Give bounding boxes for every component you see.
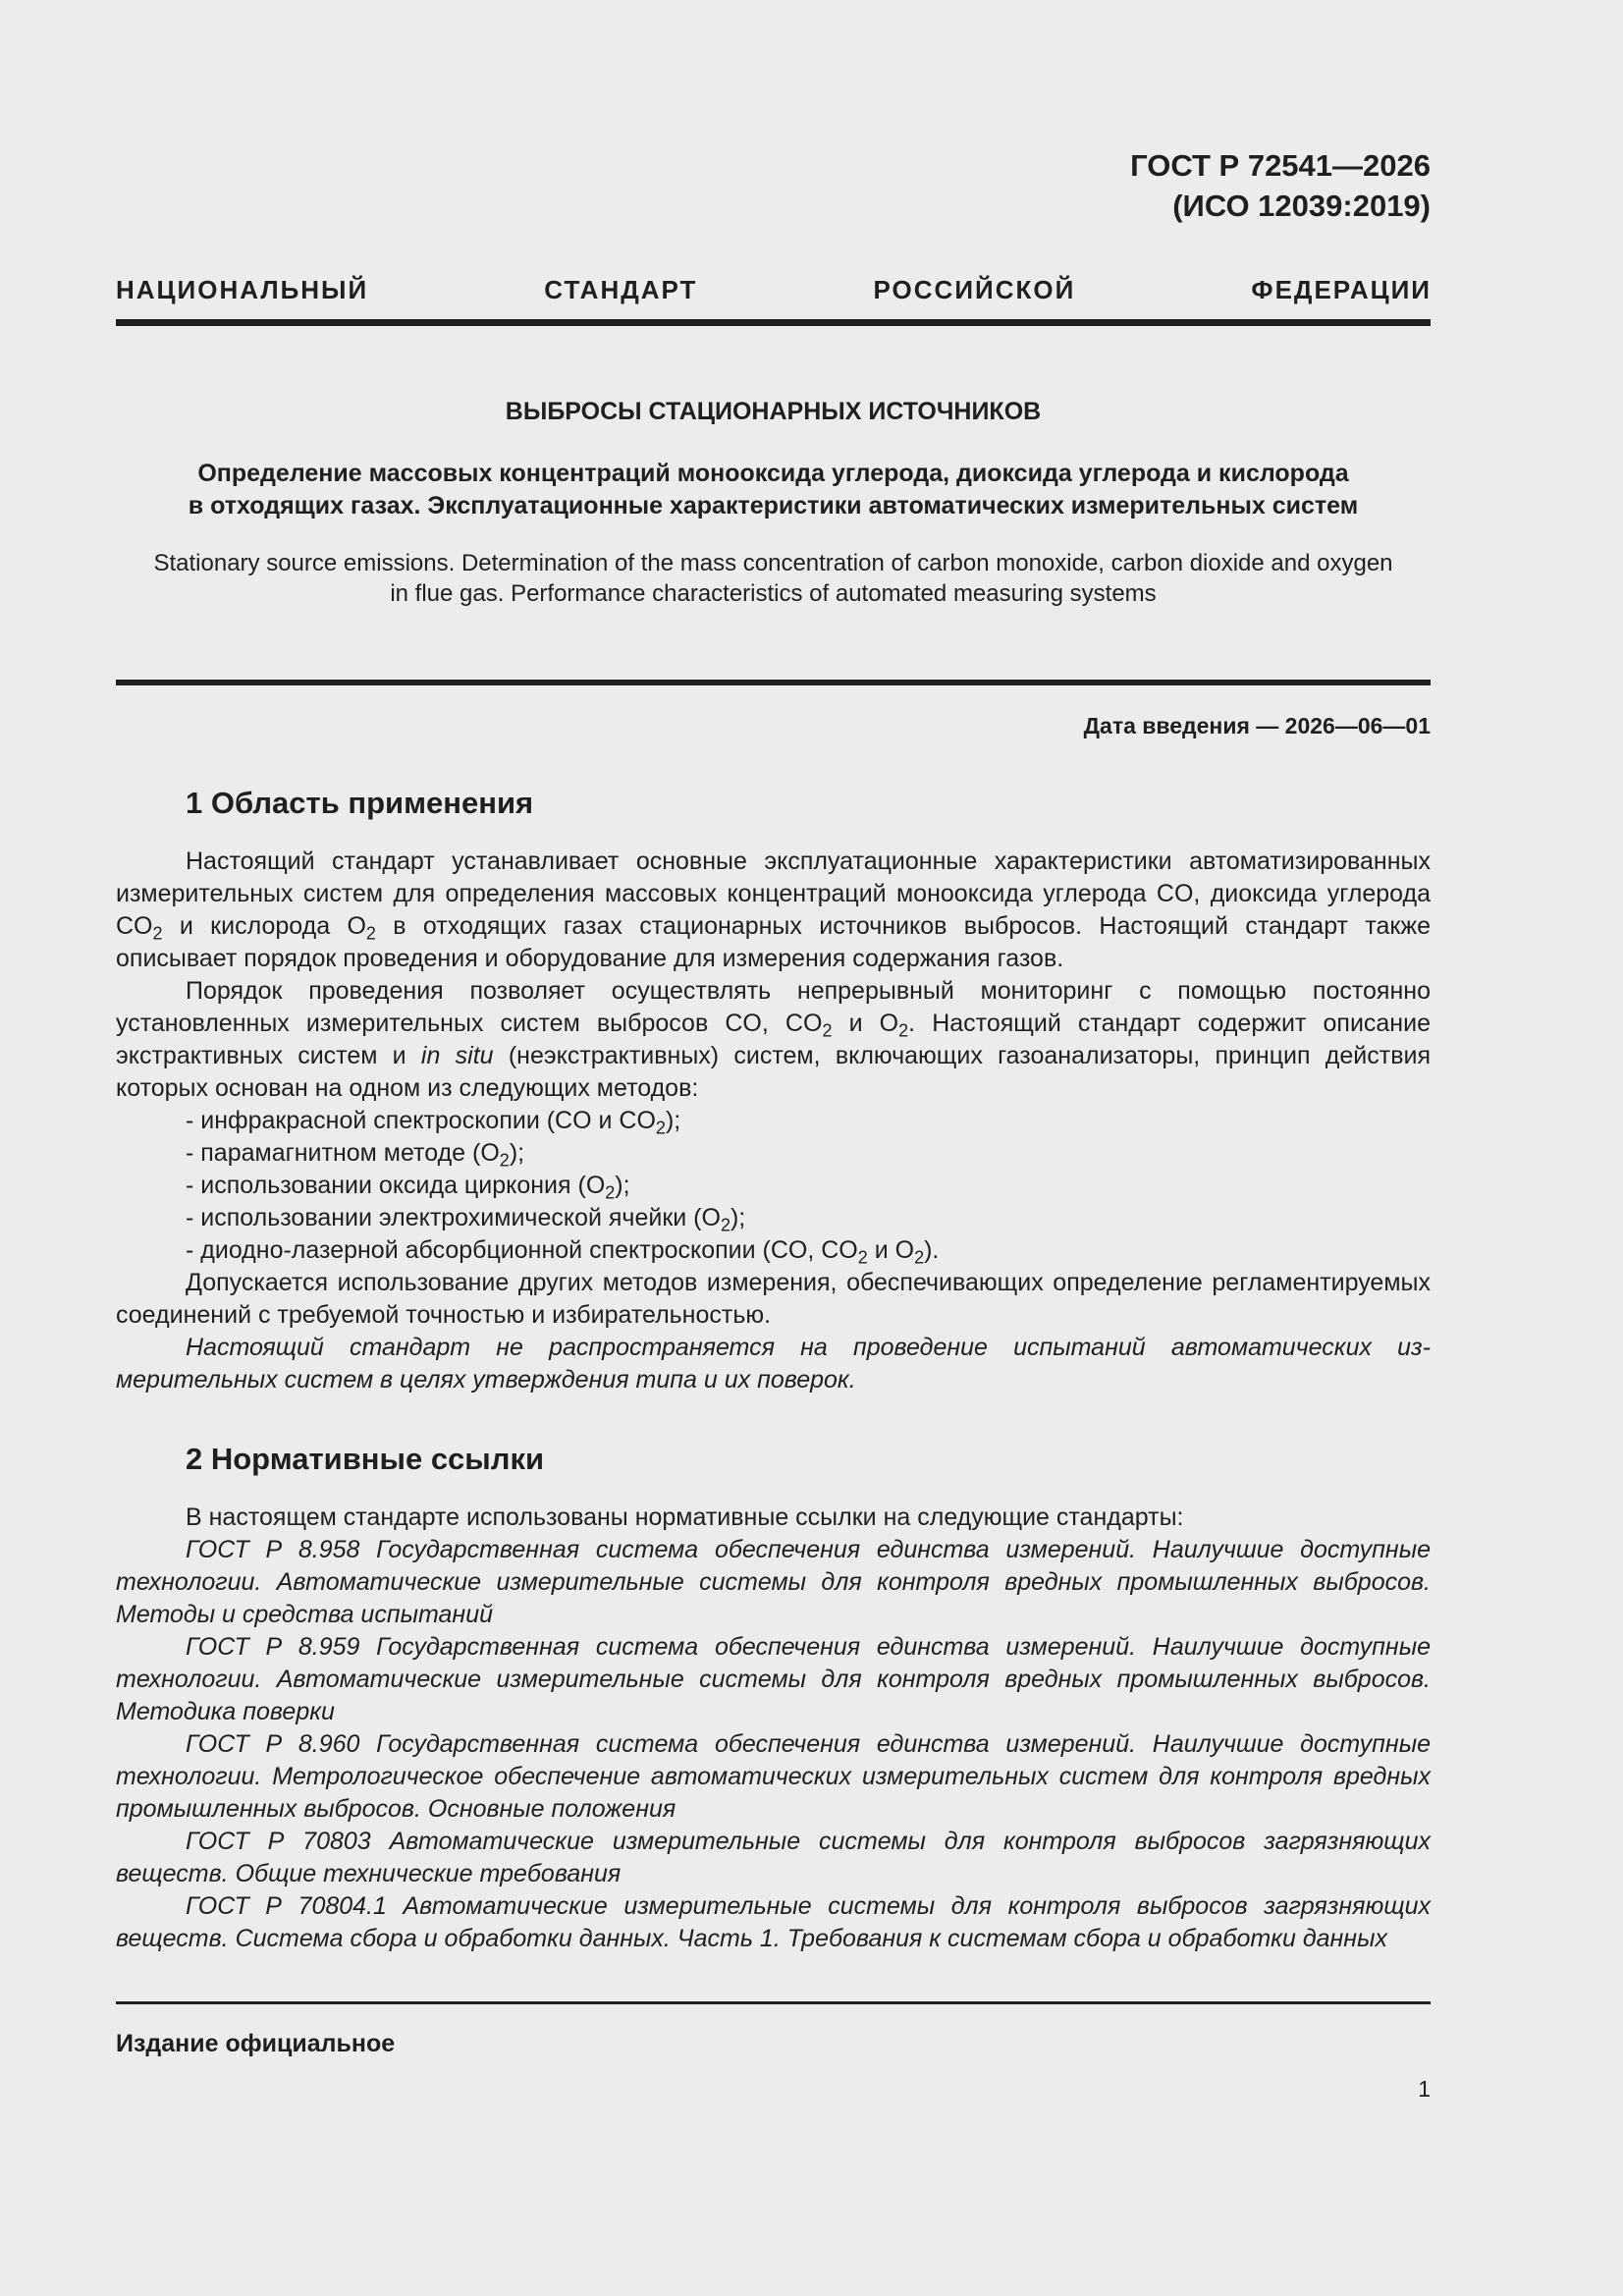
paragraph: Допускается использование других методов измерения, обеспечивающих определение регламентируемых соединений с требуемой точностью и избирательностью. xyxy=(116,1269,1431,1329)
list-item: - инфракрасной спектроскопии (CO и $CO_2$); xyxy=(186,1107,681,1138)
header-rule xyxy=(116,319,1431,326)
document-designation xyxy=(1130,145,1431,226)
section-1-heading: 1 Область применения xyxy=(186,786,534,820)
title-block xyxy=(116,395,1431,609)
subtitle-line-2: в отходящих газах. Эксплуатационные характеристики автоматических измерительных систем xyxy=(188,492,1359,519)
page-number: 1 xyxy=(1418,2076,1431,2102)
footer-rule xyxy=(116,2001,1431,2004)
introduction-date: Дата введения — 2026—06—01 xyxy=(1083,713,1431,738)
subtitle xyxy=(116,458,1431,522)
iso-number: (ИСО 12039:2019) xyxy=(1172,189,1431,223)
section-1-body xyxy=(116,846,1431,1396)
main-title: ВЫБРОСЫ СТАЦИОНАРНЫХ ИСТОЧНИКОВ xyxy=(505,398,1042,425)
normative-reference: ГОСТ Р 70804.1 Автоматические измерительные системы для контроля выбросов загрязняющих веществ. Система сбора и обработки данных. Часть 1. Требования к системам сбора и обработки данных xyxy=(116,1892,1431,1952)
normative-reference: ГОСТ Р 70803 Автоматические измерительные системы для контроля выбросов загрязняющих веществ. Общие технические требования xyxy=(116,1828,1431,1887)
english-title-line-1: Stationary source emissions. Determination of the mass concentration of carbon monoxide, carbon dioxide and oxygen xyxy=(153,550,1393,576)
paragraph: Настоящий стандарт не распространяется на проведение испытаний автоматических измерительных систем в целях утверждения типа и их поверок. xyxy=(116,1334,1431,1394)
national-standard-title: НАЦИОНАЛЬНЫЙ СТАНДАРТ РОССИЙСКОЙ ФЕДЕРАЦИИ xyxy=(116,275,1432,304)
paragraph: Настоящий стандарт устанавливает основные эксплуатационные характеристики автоматизированных измерительных систем для определения массовых концентраций монооксида углерода CO, диоксида углерода $CO_2$ и кислорода $O_2$ в отходящих газах стационарных источников выбросов. Настоящий стандарт также описывает порядок проведения и оборудование для измерения содержания газов. xyxy=(116,847,1432,972)
english-title xyxy=(116,548,1431,609)
section-2-heading: 2 Нормативные ссылки xyxy=(186,1442,545,1476)
subtitle-line-1: Определение массовых концентраций монооксида углерода, диоксида углерода и кислорода xyxy=(197,460,1349,487)
normative-reference: ГОСТ Р 8.959 Государственная система обеспечения единства измерений. Наилучшие доступные технологии. Автоматические измерительные системы для контроля вредных промышленных выбросов. Методика поверки xyxy=(116,1633,1431,1725)
section-2-body xyxy=(116,1502,1431,1955)
list-item: - использовании оксида циркония $(O_2)$; xyxy=(186,1172,630,1203)
title-rule xyxy=(116,680,1431,685)
standard-number: ГОСТ Р 72541—2026 xyxy=(1130,148,1431,183)
paragraph: В настоящем стандарте использованы нормативные ссылки на следующие стандарты: xyxy=(186,1503,1184,1531)
list-item: - парамагнитном методе $(O_2)$; xyxy=(186,1139,525,1171)
normative-reference: ГОСТ Р 8.960 Государственная система обеспечения единства измерений. Наилучшие доступные технологии. Метрологическое обеспечение автоматических измерительных систем для контроля вредных промышленных выбросов. Основные положения xyxy=(116,1730,1431,1823)
list-item: - использовании электрохимической ячейки $(O_2)$; xyxy=(186,1204,746,1235)
normative-reference: ГОСТ Р 8.958 Государственная система обеспечения единства измерений. Наилучшие доступные технологии. Автоматические измерительные системы для контроля вредных промышленных выбросов. Методы и средства испытаний xyxy=(116,1536,1431,1628)
english-title-line-2: in flue gas. Performance characteristics of automated measuring systems xyxy=(390,580,1157,607)
list-item: - диодно-лазерной абсорбционной спектроскопии (CO, $CO_2$ и $O_2$). xyxy=(186,1236,940,1268)
official-edition-label: Издание официальное xyxy=(116,2030,396,2057)
paragraph: Порядок проведения позволяет осуществлять непрерывный мониторинг с помощью постоянно установленных измерительных систем выбросов CO, $CO_2$ и $O_2$. Настоящий стандарт содержит описание экстрактивных систем и in situ (неэкстрактивных) систем, включающих газоанализаторы, принцип действия которых основан на одном из следующих методов: xyxy=(116,977,1431,1102)
